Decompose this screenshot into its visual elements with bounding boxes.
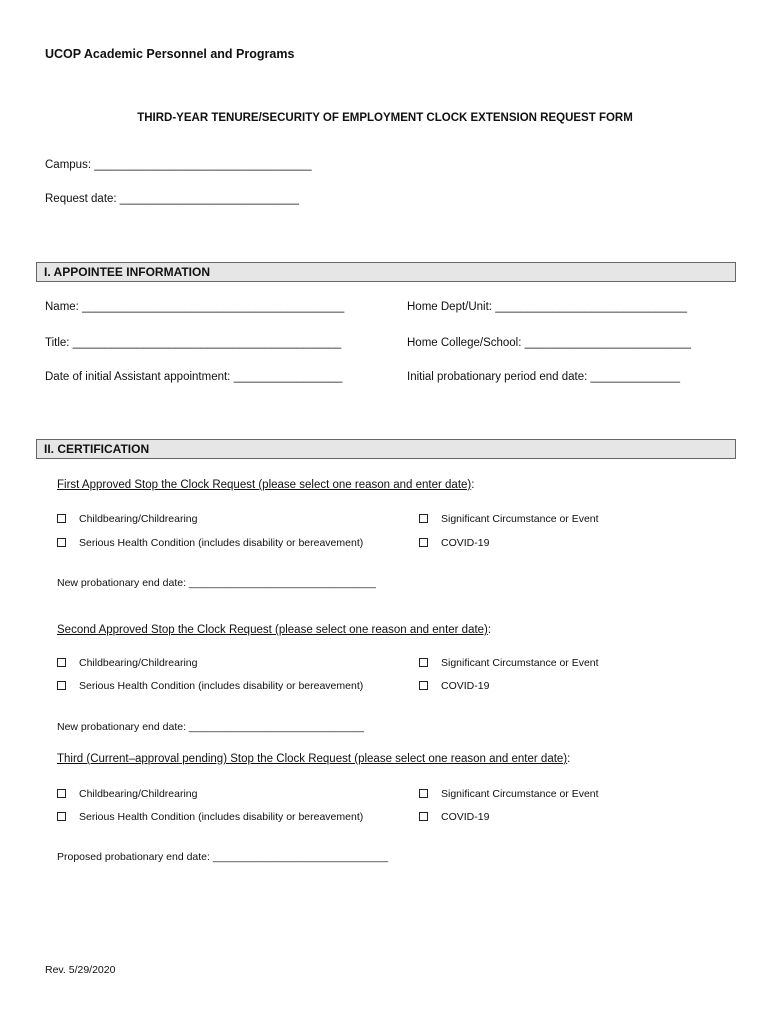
third-request-heading-text: Third (Current–approval pending) Stop the Clock Request (please select one reason and enter date) xyxy=(57,753,568,765)
org-name: UCOP Academic Personnel and Programs xyxy=(45,47,295,61)
first-covid-checkbox[interactable] xyxy=(419,538,428,547)
second-significant-checkbox[interactable] xyxy=(419,658,428,667)
third-end-date-field[interactable]: Proposed probationary end date: ______________________________ xyxy=(57,851,389,863)
second-end-date-field[interactable]: New probationary end date: ______________________________ xyxy=(57,721,365,733)
second-covid-label: COVID-19 xyxy=(441,680,490,692)
third-covid-label: COVID-19 xyxy=(441,811,490,823)
third-serious-checkbox[interactable] xyxy=(57,812,66,821)
first-serious-checkbox[interactable] xyxy=(57,538,66,547)
third-covid-checkbox[interactable] xyxy=(419,812,428,821)
initial-appointment-field[interactable]: Date of initial Assistant appointment: _________________ xyxy=(45,371,343,383)
section-appointee-heading: I. APPOINTEE INFORMATION xyxy=(36,262,736,282)
revision-date: Rev. 5/29/2020 xyxy=(45,964,116,976)
second-covid-checkbox[interactable] xyxy=(419,681,428,690)
third-significant-label: Significant Circumstance or Event xyxy=(441,788,599,800)
home-dept-field[interactable]: Home Dept/Unit: ______________________________ xyxy=(407,301,688,313)
first-serious-label: Serious Health Condition (includes disability or bereavement) xyxy=(79,537,364,549)
second-serious-label: Serious Health Condition (includes disability or bereavement) xyxy=(79,680,364,692)
first-covid-label: COVID-19 xyxy=(441,537,490,549)
third-serious-label: Serious Health Condition (includes disability or bereavement) xyxy=(79,811,364,823)
name-field[interactable]: Name: _________________________________________ xyxy=(45,301,345,313)
initial-end-date-field[interactable]: Initial probationary period end date: ______________ xyxy=(407,371,681,383)
title-field[interactable]: Title: __________________________________________ xyxy=(45,337,342,349)
form-title: THIRD-YEAR TENURE/SECURITY OF EMPLOYMENT CLOCK EXTENSION REQUEST FORM xyxy=(137,112,633,124)
second-serious-checkbox[interactable] xyxy=(57,681,66,690)
second-request-colon: : xyxy=(487,624,492,636)
section-certification-heading: II. CERTIFICATION xyxy=(36,439,736,459)
home-college-field[interactable]: Home College/School: __________________________ xyxy=(407,337,691,349)
first-request-heading xyxy=(57,479,474,491)
first-significant-checkbox[interactable] xyxy=(419,514,428,523)
second-request-heading xyxy=(57,624,491,636)
first-request-heading-text: First Approved Stop the Clock Request (please select one reason and enter date) xyxy=(57,479,472,491)
third-request-colon: : xyxy=(567,753,571,765)
third-childbearing-checkbox[interactable] xyxy=(57,789,66,798)
second-childbearing-checkbox[interactable] xyxy=(57,658,66,667)
first-request-colon: : xyxy=(471,479,475,491)
second-request-heading-text: Second Approved Stop the Clock Request (please select one reason and enter date) xyxy=(57,624,488,636)
third-childbearing-label: Childbearing/Childrearing xyxy=(79,788,198,800)
third-request-heading xyxy=(57,753,570,765)
first-end-date-field[interactable]: New probationary end date: ________________________________ xyxy=(57,577,376,589)
campus-field[interactable]: Campus: __________________________________ xyxy=(45,159,312,171)
request-date-field[interactable]: Request date: ____________________________ xyxy=(45,193,299,205)
third-significant-checkbox[interactable] xyxy=(419,789,428,798)
first-childbearing-label: Childbearing/Childrearing xyxy=(79,513,198,525)
first-childbearing-checkbox[interactable] xyxy=(57,514,66,523)
second-significant-label: Significant Circumstance or Event xyxy=(441,657,599,669)
second-childbearing-label: Childbearing/Childrearing xyxy=(79,657,198,669)
first-significant-label: Significant Circumstance or Event xyxy=(441,513,599,525)
